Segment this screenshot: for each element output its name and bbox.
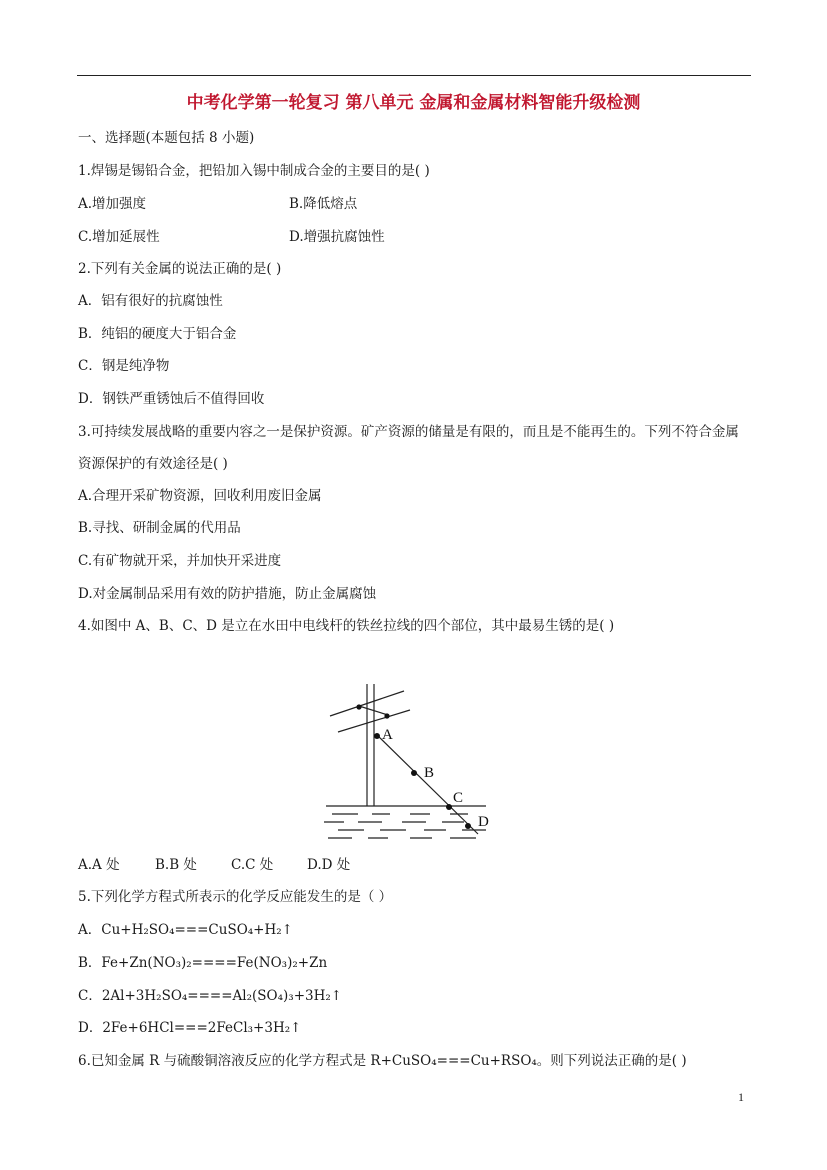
question-1-option-d: D.增强抗腐蚀性 [289,229,385,245]
point-d-label: D [478,814,489,830]
question-1-stem: 1.焊锡是锡铅合金，把铅加入锡中制成合金的主要目的是( ) [78,163,430,179]
question-1-option-c: C.增加延展性 [78,229,160,245]
page-number: 1 [738,1090,744,1104]
question-6-stem: 6.已知金属 R 与硫酸铜溶液反应的化学方程式是 R+CuSO₄===Cu+RSO₄。则下列说法正确的是( ) [78,1053,687,1069]
question-2-option-b: B．纯铝的硬度大于铝合金 [78,326,237,342]
question-5-option-b: B．Fe+Zn(NO₃)₂====Fe(NO₃)₂+Zn [78,955,328,971]
point-b-dot [411,770,417,776]
question-5-stem: 5.下列化学方程式所表示的化学反应能发生的是（ ） [78,889,393,905]
point-a-label: A [382,727,393,743]
question-3-option-c: C.有矿物就开采，并加快开采进度 [78,553,282,569]
question-2-option-d: D．钢铁严重锈蚀后不值得回收 [78,391,265,407]
question-3-option-d: D.对金属制品采用有效的防护措施，防止金属腐蚀 [78,586,377,602]
guy-wire [376,734,478,834]
question-3-option-b: B.寻找、研制金属的代用品 [78,520,241,536]
point-d-dot [465,823,471,829]
question-4-option-d: D.D 处 [307,857,351,873]
question-2-stem: 2.下列有关金属的说法正确的是( ) [78,261,282,277]
question-2-option-a: A．铝有很好的抗腐蚀性 [78,293,223,309]
question-3-option-a: A.合理开采矿物资源，回收利用废旧金属 [78,488,322,504]
question-1-option-b: B.降低熔点 [289,196,358,212]
question-5-option-a: A．Cu+H₂SO₄===CuSO₄+H₂↑ [78,922,293,938]
question-1-option-a: A.增加强度 [78,196,147,212]
question-4-option-b: B.B 处 [155,857,197,873]
question-4-stem: 4.如图中 A、B、C、D 是立在水田中电线杆的铁丝拉线的四个部位，其中最易生锈的是( ) [78,618,615,634]
utility-pole-figure [318,676,508,848]
wire-knot-right [384,713,389,718]
header-rule [77,75,751,76]
question-5-option-c: C．2Al+3H₂SO₄====Al₂(SO₄)₃+3H₂↑ [78,988,343,1004]
question-2-option-c: C．钢是纯净物 [78,358,170,374]
question-4-option-c: C.C 处 [231,857,274,873]
wire-knot-left [356,704,361,709]
question-4-option-a: A.A 处 [78,857,120,873]
point-a-dot [374,733,380,739]
question-3-stem: 3.可持续发展战略的重要内容之一是保护资源。矿产资源的储量是有限的，而且是不能再生的。下列不符合金属资源保护的有效途径是( ) [78,424,739,472]
point-c-label: C [453,790,464,806]
point-b-label: B [424,765,435,781]
section-heading: 一、选择题(本题包括 8 小题) [78,130,255,146]
question-5-option-d: D．2Fe+6HCl===2FeCl₃+3H₂↑ [78,1020,302,1036]
point-c-dot [446,804,452,810]
page-title: 中考化学第一轮复习 第八单元 金属和金属材料智能升级检测 [186,93,641,113]
